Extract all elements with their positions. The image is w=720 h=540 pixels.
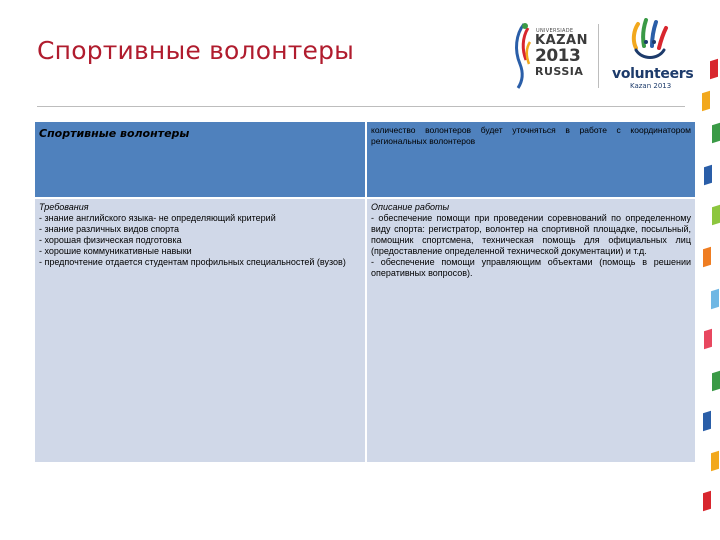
universiade-year: 2013 [535,46,581,66]
volunteers-wordmark: volunteers [612,66,694,82]
job-description-cell [367,199,695,462]
requirements-cell [35,199,365,462]
list-item: - хорошие коммуникативные навыки [39,246,192,256]
volunteer-table [35,122,695,462]
list-item: - хорошая физическая подготовка [39,235,182,245]
list-item: - знание различных видов спорта [39,224,180,234]
header-left-text: Спортивные волонтеры [39,127,190,140]
decor-stripe [712,371,720,392]
header-right-text: количество волонтеров будет уточняться в работе с координатором региональных волонтеров [371,125,691,146]
universiade-logo [510,16,590,92]
job-description-subtitle: Описание работы [371,202,450,212]
decor-stripe [703,491,711,512]
decor-stripe [702,91,710,112]
hand-smile-icon [626,18,676,64]
decor-stripe [710,59,718,80]
list-item: - знание английского языка- не определяющий критерий [39,213,276,223]
table-header-right [367,122,695,197]
title-divider [37,106,685,107]
decor-stripe [703,411,711,432]
universiade-label: UNIVERSIADE [536,28,574,34]
universiade-country: RUSSIA [535,65,584,78]
universiade-city: KAZAN [535,33,589,48]
decor-stripe [703,247,711,268]
decor-stripe [711,451,719,472]
list-item: - предпочтение отдается студентам профильных специальностей (вузов) [39,257,346,267]
page-title: Спортивные волонтеры [37,36,355,65]
decor-stripe [711,289,719,310]
volunteers-logo [612,18,692,94]
decor-stripe [712,205,720,226]
list-item: - обеспечение помощи управляющим объектами (помощь в решении оперативных вопросов). [371,257,691,278]
decor-stripe [712,123,720,144]
decor-stripe [704,329,712,350]
logo-divider [598,24,599,88]
flame-emblem-icon [510,20,536,90]
list-item: - обеспечение помощи при проведении соревнований по определенному виду спорта: регистратор, волонтер на спортивной площадке, посыльный, помощник спортсмена, техническая помощь для официальных лиц (предоставление определенной технической документации) и т.д. [371,213,691,256]
decor-stripe [704,165,712,186]
table-header-left [35,122,365,197]
requirements-subtitle: Требования [39,202,89,212]
volunteers-subtitle: Kazan 2013 [630,82,672,90]
